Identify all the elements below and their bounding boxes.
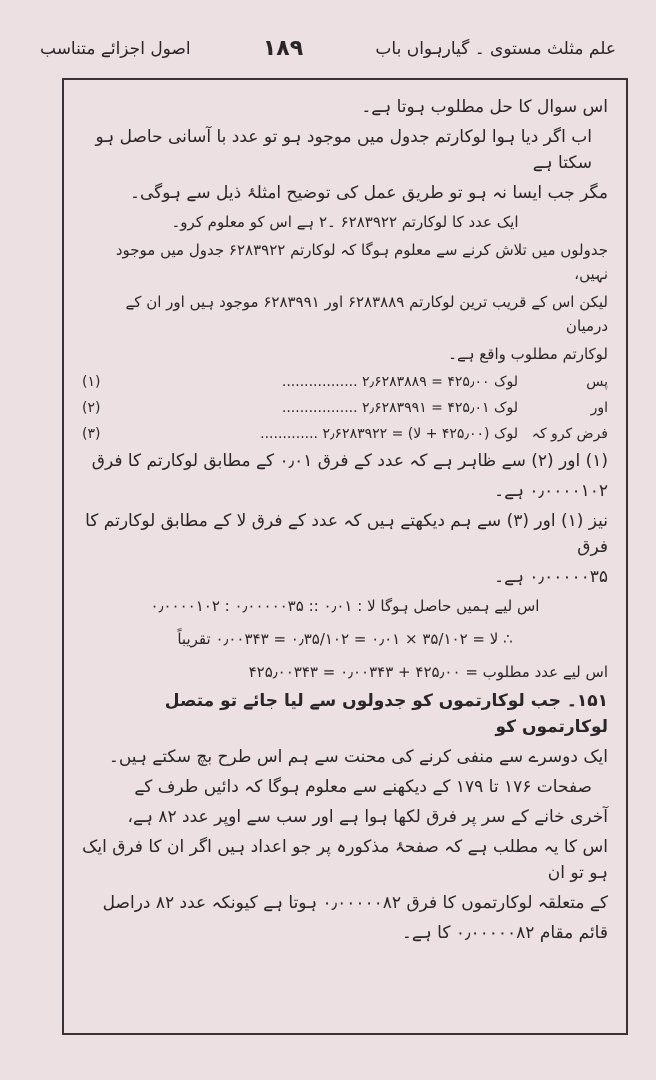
text-line: لیکن اس کے قریب ترین لوکارتم ۶۲۸۳۸۸۹ اور ۶۲۸۳۹۹۱ موجود ہیں اور ان کے درمیان: [125, 293, 608, 335]
example-statement: ایک عدد کا لوکارتم ۶۲۸۳۹۲۲ ۔۲ ہے اس کو معلوم کرو۔: [171, 213, 519, 231]
section-151-heading: ۱۵۱۔ جب لوکارتموں کو جدولوں سے لیا جائے تو متصل لوکارتموں کو: [164, 691, 608, 737]
running-head-section: اصول اجزائے متناسب: [40, 38, 191, 59]
text-line: (۱) اور (۲) سے ظاہر ہے کہ عدد کے فرق ۰٫۰۱ کے مطابق لوکارتم کا فرق: [91, 451, 608, 471]
text-line: کے متعلقہ لوکارتموں کا فرق ۰٫۰۰۰۰۰۸۲ ہوتا ہے کیونکہ عدد ۸۲ دراصل: [102, 893, 608, 913]
page-header: [40, 28, 616, 68]
text-line: لوکارتم مطلوب واقع ہے۔: [448, 345, 608, 363]
equation-number: (۲): [82, 400, 101, 416]
equation-expression: لوک (۴۲۵٫۰۰ + لا) = ۲٫۶۲۸۳۹۲۲ .............: [260, 426, 518, 442]
equation-row: [82, 422, 608, 446]
text-line: جدولوں میں تلاش کرنے سے معلوم ہوگا کہ لوکارتم ۶۲۸۳۹۲۲ جدول میں موجود نہیں،: [115, 241, 608, 283]
equation-expression: لوک ۴۲۵٫۰۰ = ۲٫۶۲۸۳۸۸۹ .................: [281, 374, 518, 390]
text-line: اس سوال کا حل مطلوب ہوتا ہے۔: [361, 97, 608, 117]
text-line: قائم مقام ۰٫۰۰۰۰۰۸۲ کا ہے۔: [401, 923, 608, 943]
text-line: مگر جب ایسا نہ ہو تو طریق عمل کی توضیح امثلۂ ذیل سے ہوگی۔: [130, 183, 608, 203]
text-line: اس کا یہ مطلب ہے کہ صفحۂ مذکورہ پر جو اعداد ہیں اگر ان کا فرق ایک ہو تو ان: [82, 837, 608, 883]
text-line: نیز (۱) اور (۳) سے ہم دیکھتے ہیں کہ عدد کے فرق لا کے مطابق لوکارتم کا فرق: [85, 511, 608, 557]
running-head-chapter: علم مثلث مستوی ۔ گیارہواں باب: [375, 38, 616, 59]
result-line: اس لیے عدد مطلوب = ۴۲۵٫۰۰ + ۰٫۰۰۳۴۳ = ۴۲۵٫۰۰۳۴۳: [248, 663, 608, 681]
text-line: ۰٫۰۰۰۰۱۰۲ ہے۔: [494, 481, 608, 501]
fraction-equation: ∴ لا = ۳۵/۱۰۲ × ۰٫۰۱ = ۰٫۳۵/۱۰۲ = ۰٫۰۰۳۴۳ تقریباً: [177, 630, 513, 648]
equation-label: پس: [586, 374, 608, 390]
equation-expression: لوک ۴۲۵٫۰۱ = ۲٫۶۲۸۳۹۹۱ .................: [281, 400, 518, 416]
text-line: صفحات ۱۷۶ تا ۱۷۹ کے دیکھنے سے معلوم ہوگا کہ دائیں طرف کے: [134, 777, 592, 797]
page-content-frame: [62, 78, 628, 1035]
text-line: اب اگر دیا ہوا لوکارتم جدول میں موجود ہو تو عدد با آسانی حاصل ہو سکتا ہے: [95, 127, 592, 173]
text-line: آخری خانے کے سر پر فرق لکھا ہوا ہے اور سب سے اوپر عدد ۸۲ ہے،: [127, 807, 608, 827]
equation-number: (۱): [82, 374, 101, 390]
equation-label: فرض کرو کہ: [531, 426, 608, 442]
equation-row: [82, 370, 608, 394]
proportion-line: اس لیے ہمیں حاصل ہوگا لا : ۰٫۰۱ :: ۰٫۰۰۰۰۰۳۵ : ۰٫۰۰۰۰۱۰۲: [150, 597, 540, 615]
text-line: ۰٫۰۰۰۰۰۳۵ ہے۔: [494, 567, 608, 587]
page-number: ۱۸۹: [262, 35, 304, 61]
text-line: ایک دوسرے سے منفی کرنے کی محنت سے ہم اس طرح بچ سکتے ہیں۔: [108, 747, 608, 767]
equation-label: اور: [590, 400, 608, 416]
equation-row: [82, 396, 608, 420]
equation-number: (۳): [82, 426, 101, 442]
